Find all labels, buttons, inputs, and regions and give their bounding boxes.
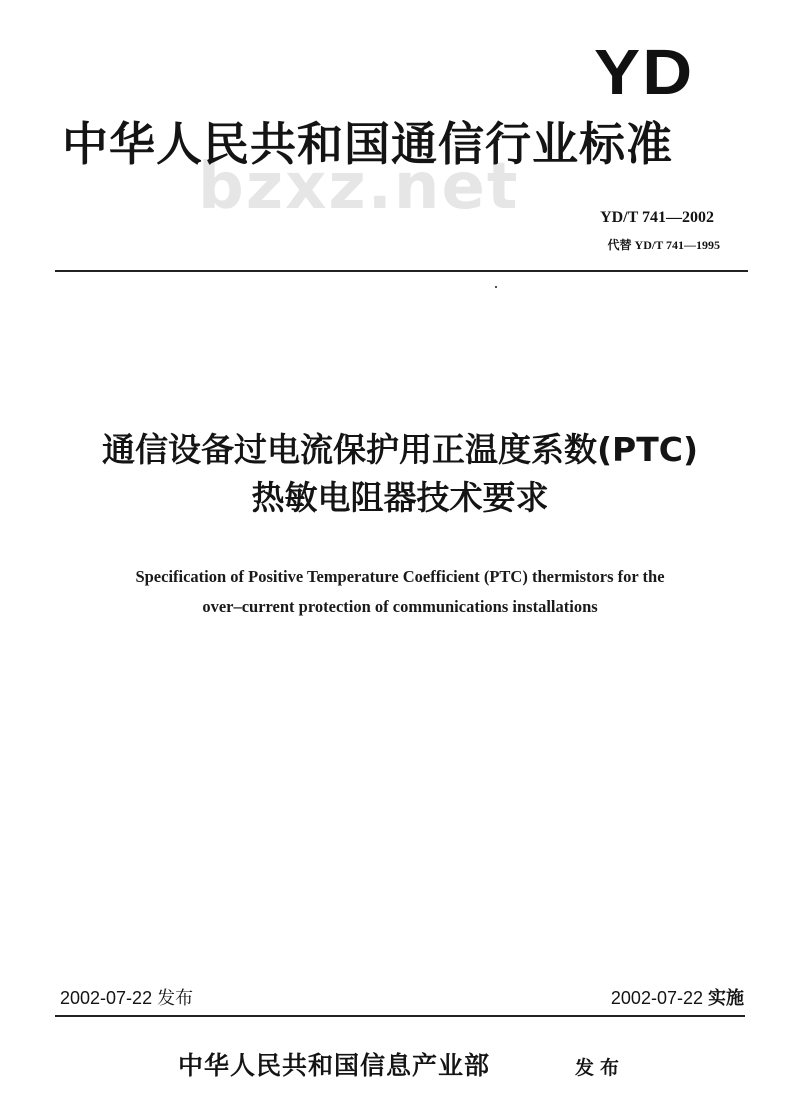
title-en-line-2: over–current protection of communications installations [202, 597, 598, 616]
watermark: bzxz.net [198, 150, 520, 224]
yd-logo: YD [594, 36, 695, 108]
document-title-en [0, 562, 800, 622]
publisher-name: 中华人民共和国信息产业部 [178, 1051, 491, 1080]
publisher-action: 发布 [575, 1057, 626, 1079]
title-cn-line-2: 热敏电阻器技术要求 [251, 478, 549, 517]
title-cn-line-1: 通信设备过电流保护用正温度系数(PTC) [101, 430, 699, 469]
implementation-date: 2002-07-22 [610, 988, 703, 1008]
header-title: 中华人民共和国通信行业标准 [62, 117, 673, 171]
footer-divider [55, 1015, 745, 1017]
issue-date: 2002-07-22 [60, 988, 153, 1008]
implementation-label: 实施 [708, 988, 744, 1009]
document-title-cn [0, 426, 800, 522]
implementation-date-block [611, 987, 744, 1010]
scan-speck [495, 286, 497, 288]
replaces-standard: 代替 YD/T 741—1995 [607, 238, 720, 252]
standard-number: YD/T 741—2002 [600, 209, 714, 226]
issue-label: 发布 [157, 988, 194, 1009]
header-divider [55, 270, 748, 272]
issue-date-block [60, 987, 193, 1010]
title-en-line-1: Specification of Positive Temperature Coefficient (PTC) thermistors for the [135, 567, 665, 586]
